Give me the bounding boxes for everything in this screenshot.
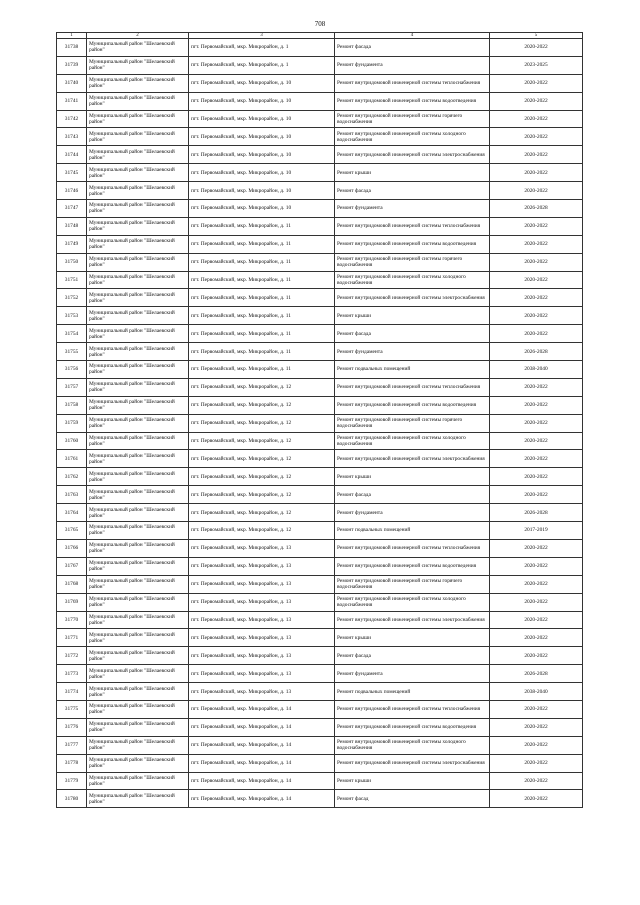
repair-work-type: Ремонт фасада [335,647,490,665]
municipal-area: Муниципальный район "Шелаевский район" [87,289,189,307]
column-header: 1 [57,33,87,39]
house-address: пгт. Первомайский, мкр. Микрорайон, д. 10 [189,182,335,200]
column-header: 3 [189,33,335,39]
table-row [57,683,583,701]
row-number: 31747 [57,200,87,218]
house-address: пгт. Первомайский, мкр. Микрорайон, д. 10 [189,110,335,128]
table-row [57,343,583,361]
repair-work-type: Ремонт внутридомовой инженерной системы холодного водоснабжения [335,271,490,289]
table-row [57,486,583,504]
repair-work-type: Ремонт внутридомовой инженерной системы теплоснабжения [335,378,490,396]
row-number: 31772 [57,647,87,665]
house-address: пгт. Первомайский, мкр. Микрорайон, д. 11 [189,271,335,289]
planned-period: 2020-2022 [490,629,583,647]
repair-work-type: Ремонт внутридомовой инженерной системы теплоснабжения [335,74,490,92]
planned-period: 2017-2019 [490,522,583,540]
municipal-area: Муниципальный район "Шелаевский район" [87,736,189,754]
planned-period: 2020-2022 [490,647,583,665]
table-row [57,414,583,432]
municipal-area: Муниципальный район "Шелаевский район" [87,378,189,396]
row-number: 31753 [57,307,87,325]
repair-work-type: Ремонт крыши [335,164,490,182]
planned-period: 2020-2022 [490,146,583,164]
row-number: 31760 [57,432,87,450]
house-address: пгт. Первомайский, мкр. Микрорайон, д. 13 [189,647,335,665]
repair-work-type: Ремонт внутридомовой инженерной системы холодного водоснабжения [335,736,490,754]
row-number: 31754 [57,325,87,343]
table-row [57,164,583,182]
row-number: 31750 [57,253,87,271]
table-row [57,575,583,593]
row-number: 31756 [57,361,87,379]
house-address: пгт. Первомайский, мкр. Микрорайон, д. 12 [189,468,335,486]
table-row [57,772,583,790]
municipal-area: Муниципальный район "Шелаевский район" [87,575,189,593]
table-row [57,289,583,307]
column-header: 4 [335,33,490,39]
house-address: пгт. Первомайский, мкр. Микрорайон, д. 12 [189,504,335,522]
table-row [57,200,583,218]
planned-period: 2020-2022 [490,182,583,200]
row-number: 31759 [57,414,87,432]
house-address: пгт. Первомайский, мкр. Микрорайон, д. 14 [189,718,335,736]
planned-period: 2020-2022 [490,92,583,110]
planned-period: 2020-2022 [490,307,583,325]
house-address: пгт. Первомайский, мкр. Микрорайон, д. 10 [189,164,335,182]
planned-period: 2020-2022 [490,468,583,486]
planned-period: 2020-2022 [490,450,583,468]
repair-work-type: Ремонт фундамента [335,343,490,361]
planned-period: 2020-2022 [490,557,583,575]
municipal-area: Муниципальный район "Шелаевский район" [87,504,189,522]
municipal-area: Муниципальный район "Шелаевский район" [87,164,189,182]
planned-period: 2020-2022 [490,772,583,790]
municipal-area: Муниципальный район "Шелаевский район" [87,790,189,808]
table-row [57,790,583,808]
table-row [57,74,583,92]
repair-work-type: Ремонт внутридомовой инженерной системы электроснабжения [335,146,490,164]
row-number: 31740 [57,74,87,92]
planned-period: 2020-2022 [490,235,583,253]
row-number: 31751 [57,271,87,289]
row-number: 31766 [57,539,87,557]
row-number: 31771 [57,629,87,647]
municipal-area: Муниципальный район "Шелаевский район" [87,718,189,736]
municipal-area: Муниципальный район "Шелаевский район" [87,307,189,325]
house-address: пгт. Первомайский, мкр. Микрорайон, д. 12 [189,414,335,432]
house-address: пгт. Первомайский, мкр. Микрорайон, д. 13 [189,629,335,647]
table-row [57,736,583,754]
house-address: пгт. Первомайский, мкр. Микрорайон, д. 11 [189,289,335,307]
row-number: 31742 [57,110,87,128]
planned-period: 2020-2022 [490,378,583,396]
repair-work-type: Ремонт внутридомовой инженерной системы горячего водоснабжения [335,414,490,432]
repair-work-type: Ремонт фасада [335,325,490,343]
municipal-area: Муниципальный район "Шелаевский район" [87,665,189,683]
house-address: пгт. Первомайский, мкр. Микрорайон, д. 12 [189,396,335,414]
table-row [57,92,583,110]
house-address: пгт. Первомайский, мкр. Микрорайон, д. 13 [189,575,335,593]
row-number: 31774 [57,683,87,701]
table-row [57,146,583,164]
page-number: 708 [314,20,326,28]
house-address: пгт. Первомайский, мкр. Микрорайон, д. 12 [189,450,335,468]
repair-work-type: Ремонт внутридомовой инженерной системы горячего водоснабжения [335,253,490,271]
house-address: пгт. Первомайский, мкр. Микрорайон, д. 11 [189,361,335,379]
repair-work-type: Ремонт подвальных помещений [335,361,490,379]
municipal-area: Муниципальный район "Шелаевский район" [87,450,189,468]
table-row [57,557,583,575]
repair-work-type: Ремонт фундамента [335,200,490,218]
table-row [57,468,583,486]
planned-period: 2026-2028 [490,343,583,361]
row-number: 31748 [57,217,87,235]
municipal-area: Муниципальный район "Шелаевский район" [87,56,189,74]
repair-work-type: Ремонт внутридомовой инженерной системы водоотведения [335,235,490,253]
repair-work-type: Ремонт внутридомовой инженерной системы электроснабжения [335,754,490,772]
table-row [57,253,583,271]
row-number: 31743 [57,128,87,146]
house-address: пгт. Первомайский, мкр. Микрорайон, д. 11 [189,343,335,361]
table-row [57,504,583,522]
table-row [57,235,583,253]
planned-period: 2020-2022 [490,253,583,271]
municipal-area: Муниципальный район "Шелаевский район" [87,146,189,164]
repair-work-type: Ремонт внутридомовой инженерной системы водоотведения [335,92,490,110]
table-row [57,361,583,379]
row-number: 31768 [57,575,87,593]
municipal-area: Муниципальный район "Шелаевский район" [87,539,189,557]
municipal-area: Муниципальный район "Шелаевский район" [87,128,189,146]
planned-period: 2020-2022 [490,396,583,414]
municipal-area: Муниципальный район "Шелаевский район" [87,468,189,486]
municipal-area: Муниципальный район "Шелаевский район" [87,754,189,772]
municipal-area: Муниципальный район "Шелаевский район" [87,343,189,361]
house-address: пгт. Первомайский, мкр. Микрорайон, д. 12 [189,378,335,396]
table-row [57,56,583,74]
municipal-area: Муниципальный район "Шелаевский район" [87,611,189,629]
row-number: 31741 [57,92,87,110]
repair-work-type: Ремонт внутридомовой инженерной системы теплоснабжения [335,217,490,235]
planned-period: 2020-2022 [490,432,583,450]
repair-work-type: Ремонт фундамента [335,504,490,522]
repair-work-type: Ремонт внутридомовой инженерной системы водоотведения [335,396,490,414]
municipal-area: Муниципальный район "Шелаевский район" [87,200,189,218]
house-address: пгт. Первомайский, мкр. Микрорайон, д. 12 [189,522,335,540]
house-address: пгт. Первомайский, мкр. Микрорайон, д. 14 [189,772,335,790]
planned-period: 2020-2022 [490,414,583,432]
house-address: пгт. Первомайский, мкр. Микрорайон, д. 13 [189,683,335,701]
table-row [57,539,583,557]
row-number: 31755 [57,343,87,361]
municipal-area: Муниципальный район "Шелаевский район" [87,235,189,253]
column-header: 2 [87,33,189,39]
row-number: 31744 [57,146,87,164]
house-address: пгт. Первомайский, мкр. Микрорайон, д. 14 [189,700,335,718]
house-address: пгт. Первомайский, мкр. Микрорайон, д. 12 [189,486,335,504]
municipal-area: Муниципальный район "Шелаевский район" [87,271,189,289]
row-number: 31764 [57,504,87,522]
row-number: 31752 [57,289,87,307]
planned-period: 2020-2022 [490,575,583,593]
house-address: пгт. Первомайский, мкр. Микрорайон, д. 11 [189,253,335,271]
municipal-area: Муниципальный район "Шелаевский район" [87,486,189,504]
table-row [57,378,583,396]
table-row [57,522,583,540]
planned-period: 2020-2022 [490,790,583,808]
house-address: пгт. Первомайский, мкр. Микрорайон, д. 11 [189,307,335,325]
planned-period: 2020-2022 [490,217,583,235]
repair-work-type: Ремонт внутридомовой инженерной системы электроснабжения [335,289,490,307]
municipal-area: Муниципальный район "Шелаевский район" [87,110,189,128]
planned-period: 2026-2028 [490,200,583,218]
municipal-area: Муниципальный район "Шелаевский район" [87,522,189,540]
repair-work-type: Ремонт фасада [335,486,490,504]
house-address: пгт. Первомайский, мкр. Микрорайон, д. 13 [189,665,335,683]
municipal-area: Муниципальный район "Шелаевский район" [87,253,189,271]
row-number: 31780 [57,790,87,808]
table-row [57,110,583,128]
house-address: пгт. Первомайский, мкр. Микрорайон, д. 10 [189,146,335,164]
repair-work-type: Ремонт подвальных помещений [335,683,490,701]
house-address: пгт. Первомайский, мкр. Микрорайон, д. 12 [189,432,335,450]
repair-work-type: Ремонт внутридомовой инженерной системы холодного водоснабжения [335,432,490,450]
table-row [57,754,583,772]
row-number: 31777 [57,736,87,754]
house-address: пгт. Первомайский, мкр. Микрорайон, д. 10 [189,74,335,92]
planned-period: 2020-2022 [490,700,583,718]
row-number: 31738 [57,39,87,57]
planned-period: 2026-2028 [490,504,583,522]
house-address: пгт. Первомайский, мкр. Микрорайон, д. 13 [189,557,335,575]
municipal-area: Муниципальный район "Шелаевский район" [87,629,189,647]
planned-period: 2038-2040 [490,361,583,379]
row-number: 31757 [57,378,87,396]
house-address: пгт. Первомайский, мкр. Микрорайон, д. 13 [189,593,335,611]
table-row [57,325,583,343]
table-row [57,39,583,57]
repair-work-type: Ремонт внутридомовой инженерной системы горячего водоснабжения [335,110,490,128]
row-number: 31739 [57,56,87,74]
municipal-area: Муниципальный район "Шелаевский район" [87,772,189,790]
house-address: пгт. Первомайский, мкр. Микрорайон, д. 11 [189,325,335,343]
row-number: 31773 [57,665,87,683]
house-address: пгт. Первомайский, мкр. Микрорайон, д. 14 [189,790,335,808]
planned-period: 2020-2022 [490,718,583,736]
municipal-area: Муниципальный район "Шелаевский район" [87,39,189,57]
row-number: 31775 [57,700,87,718]
repair-work-type: Ремонт фасада [335,182,490,200]
table-body [57,39,583,808]
planned-period: 2020-2022 [490,539,583,557]
planned-period: 2023-2025 [490,56,583,74]
table-row [57,217,583,235]
table-row [57,665,583,683]
municipal-area: Муниципальный район "Шелаевский район" [87,217,189,235]
municipal-area: Муниципальный район "Шелаевский район" [87,361,189,379]
municipal-area: Муниципальный район "Шелаевский район" [87,593,189,611]
repair-work-type: Ремонт внутридомовой инженерной системы холодного водоснабжения [335,128,490,146]
municipal-area: Муниципальный район "Шелаевский район" [87,683,189,701]
table-row [57,128,583,146]
repair-work-type: Ремонт подвальных помещений [335,522,490,540]
municipal-area: Муниципальный район "Шелаевский район" [87,432,189,450]
repair-work-type: Ремонт внутридомовой инженерной системы теплоснабжения [335,539,490,557]
repair-work-type: Ремонт фундамента [335,56,490,74]
house-address: пгт. Первомайский, мкр. Микрорайон, д. 1 [189,39,335,57]
house-address: пгт. Первомайский, мкр. Микрорайон, д. 13 [189,611,335,629]
row-number: 31762 [57,468,87,486]
planned-period: 2020-2022 [490,486,583,504]
municipal-area: Муниципальный район "Шелаевский район" [87,414,189,432]
repair-schedule-table [56,32,583,808]
planned-period: 2020-2022 [490,110,583,128]
house-address: пгт. Первомайский, мкр. Микрорайон, д. 14 [189,754,335,772]
repair-work-type: Ремонт внутридомовой инженерной системы холодного водоснабжения [335,593,490,611]
house-address: пгт. Первомайский, мкр. Микрорайон, д. 10 [189,92,335,110]
row-number: 31761 [57,450,87,468]
house-address: пгт. Первомайский, мкр. Микрорайон, д. 10 [189,128,335,146]
planned-period: 2020-2022 [490,164,583,182]
planned-period: 2020-2022 [490,271,583,289]
house-address: пгт. Первомайский, мкр. Микрорайон, д. 14 [189,736,335,754]
repair-work-type: Ремонт фасад [335,790,490,808]
planned-period: 2020-2022 [490,754,583,772]
planned-period: 2020-2022 [490,736,583,754]
row-number: 31746 [57,182,87,200]
table-row [57,307,583,325]
house-address: пгт. Первомайский, мкр. Микрорайон, д. 11 [189,235,335,253]
column-header: 5 [490,33,583,39]
municipal-area: Муниципальный район "Шелаевский район" [87,182,189,200]
repair-work-type: Ремонт крыши [335,772,490,790]
table-row [57,396,583,414]
planned-period: 2020-2022 [490,74,583,92]
house-address: пгт. Первомайский, мкр. Микрорайон, д. 11 [189,217,335,235]
municipal-area: Муниципальный район "Шелаевский район" [87,647,189,665]
row-number: 31767 [57,557,87,575]
house-address: пгт. Первомайский, мкр. Микрорайон, д. 1 [189,56,335,74]
municipal-area: Муниципальный район "Шелаевский район" [87,557,189,575]
planned-period: 2026-2028 [490,665,583,683]
planned-period: 2020-2022 [490,611,583,629]
planned-period: 2020-2022 [490,325,583,343]
house-address: пгт. Первомайский, мкр. Микрорайон, д. 13 [189,539,335,557]
table-row [57,593,583,611]
municipal-area: Муниципальный район "Шелаевский район" [87,92,189,110]
table-row [57,271,583,289]
table-row [57,718,583,736]
planned-period: 2020-2022 [490,289,583,307]
table-row [57,432,583,450]
repair-work-type: Ремонт внутридомовой инженерной системы водоотведения [335,557,490,575]
repair-work-type: Ремонт внутридомовой инженерной системы горячего водоснабжения [335,575,490,593]
table-row [57,647,583,665]
repair-work-type: Ремонт крыши [335,307,490,325]
row-number: 31749 [57,235,87,253]
row-number: 31758 [57,396,87,414]
table-row [57,450,583,468]
repair-work-type: Ремонт крыши [335,629,490,647]
house-address: пгт. Первомайский, мкр. Микрорайон, д. 10 [189,200,335,218]
table-row [57,182,583,200]
municipal-area: Муниципальный район "Шелаевский район" [87,325,189,343]
repair-work-type: Ремонт внутридомовой инженерной системы электроснабжения [335,611,490,629]
planned-period: 2020-2022 [490,39,583,57]
row-number: 31763 [57,486,87,504]
repair-work-type: Ремонт крыши [335,468,490,486]
planned-period: 2020-2022 [490,593,583,611]
row-number: 31770 [57,611,87,629]
municipal-area: Муниципальный район "Шелаевский район" [87,74,189,92]
municipal-area: Муниципальный район "Шелаевский район" [87,700,189,718]
row-number: 31745 [57,164,87,182]
planned-period: 2020-2022 [490,128,583,146]
repair-work-type: Ремонт внутридомовой инженерной системы водоотведения [335,718,490,736]
municipal-area: Муниципальный район "Шелаевский район" [87,396,189,414]
repair-work-type: Ремонт фундамента [335,665,490,683]
repair-work-type: Ремонт внутридомовой инженерной системы электроснабжения [335,450,490,468]
repair-work-type: Ремонт фасада [335,39,490,57]
row-number: 31778 [57,754,87,772]
row-number: 31765 [57,522,87,540]
row-number: 31779 [57,772,87,790]
row-number: 31769 [57,593,87,611]
table-row [57,629,583,647]
table-row [57,700,583,718]
repair-work-type: Ремонт внутридомовой инженерной системы теплоснабжения [335,700,490,718]
planned-period: 2038-2040 [490,683,583,701]
row-number: 31776 [57,718,87,736]
table-row [57,611,583,629]
